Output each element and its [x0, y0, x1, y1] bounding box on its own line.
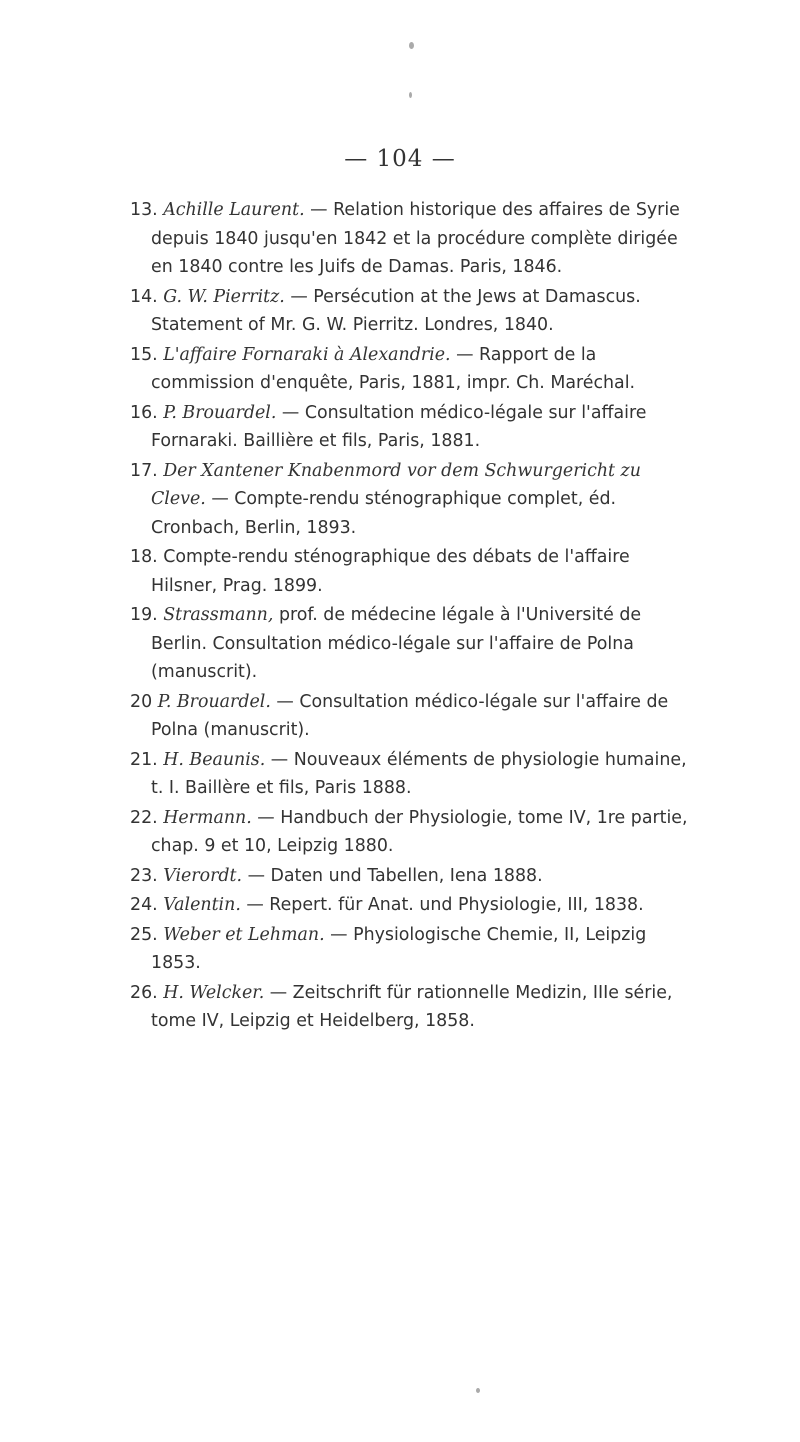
entry-text: — Nouveaux éléments de physiologie humaine, t. I. Baillère et fils, Paris 1888.	[151, 749, 687, 798]
entry-number: 14.	[130, 286, 164, 307]
entry-author: Der Xantener Knabenmord vor dem Schwurgericht zu Cleve.	[151, 460, 641, 509]
entry-author: Weber et Lehman.	[163, 924, 325, 945]
bibliography-entry	[130, 543, 700, 600]
entry-number: 21.	[130, 749, 164, 770]
bibliography-entry	[130, 746, 700, 803]
entry-number: 25.	[130, 924, 164, 945]
entry-number: 15.	[130, 344, 164, 365]
entry-author: Vierordt.	[163, 865, 243, 886]
entry-author: Strassmann,	[163, 605, 274, 625]
page-number: — 104 —	[344, 146, 456, 172]
entry-author: P. Brouardel.	[157, 691, 271, 712]
bibliography-entry	[130, 399, 700, 456]
entry-text: — Relation historique des affaires de Syrie depuis 1840 jusqu'en 1842 et la procédure complète dirigée en 1840 contre les Juifs de Damas. Paris, 1846.	[151, 200, 680, 277]
bibliography-entry	[130, 196, 700, 282]
entry-number: 24.	[130, 895, 164, 915]
bibliography-entry	[130, 341, 700, 398]
entry-text: prof. de médecine légale à l'Université de Berlin. Consultation médico-légale sur l'affaire de Polna (manuscrit).	[151, 605, 642, 682]
entry-number: 18.	[130, 547, 164, 567]
entry-author: Valentin.	[163, 895, 241, 915]
entry-text: — Compte-rendu sténographique complet, éd. Cronbach, Berlin, 1893.	[151, 489, 617, 538]
entry-number: 19.	[130, 605, 164, 625]
bibliography-list	[130, 196, 700, 1037]
entry-text: — Consultation médico-légale sur l'affaire Fornaraki. Baillière et fils, Paris, 1881.	[151, 402, 647, 451]
entry-number: 22.	[130, 807, 164, 828]
bibliography-entry	[130, 457, 700, 543]
entry-number: 17.	[130, 460, 164, 481]
bibliography-entry	[130, 601, 700, 687]
entry-author: H. Welcker.	[163, 982, 265, 1003]
entry-text: — Physiologische Chemie, II, Leipzig 1853.	[151, 924, 647, 973]
entry-text: — Daten und Tabellen, Iena 1888.	[242, 865, 543, 886]
entry-author: P. Brouardel.	[163, 402, 277, 423]
entry-text: — Rapport de la commission d'enquête, Paris, 1881, impr. Ch. Maréchal.	[151, 344, 636, 393]
bibliography-entry	[130, 979, 700, 1036]
paper-speck	[409, 92, 412, 98]
entry-text: Compte-rendu sténographique des débats de l'affaire Hilsner, Prag. 1899.	[151, 547, 630, 596]
entry-text: — Zeitschrift für rationnelle Medizin, IIIe série, tome IV, Leipzig et Heidelberg, 1858.	[151, 982, 673, 1031]
entry-number: 26.	[130, 982, 164, 1003]
entry-text: — Consultation médico-légale sur l'affaire de Polna (manuscrit).	[151, 691, 669, 740]
bibliography-entry	[130, 283, 700, 340]
entry-author: L'affaire Fornaraki à Alexandrie.	[163, 344, 451, 365]
bibliography-entry	[130, 688, 700, 745]
entry-text: — Repert. für Anat. und Physiologie, III, 1838.	[240, 895, 644, 915]
entry-text: — Handbuch der Physiologie, tome IV, 1re partie, chap. 9 et 10, Leipzig 1880.	[151, 807, 688, 856]
bibliography-entry	[130, 804, 700, 861]
entry-number: 20	[130, 691, 158, 712]
paper-speck	[409, 42, 414, 49]
bibliography-entry	[130, 921, 700, 978]
bibliography-entry	[130, 862, 700, 891]
entry-author: H. Beaunis.	[163, 749, 266, 770]
entry-number: 13.	[130, 200, 164, 220]
entry-author: Hermann.	[163, 807, 252, 828]
bibliography-entry	[130, 891, 700, 920]
entry-number: 16.	[130, 402, 164, 423]
entry-number: 23.	[130, 865, 164, 886]
paper-speck	[476, 1388, 480, 1393]
entry-author: Achille Laurent.	[163, 200, 305, 220]
entry-author: G. W. Pierritz.	[163, 286, 285, 307]
entry-text: — Persécution at the Jews at Damascus. Statement of Mr. G. W. Pierritz. Londres, 1840.	[151, 286, 641, 335]
